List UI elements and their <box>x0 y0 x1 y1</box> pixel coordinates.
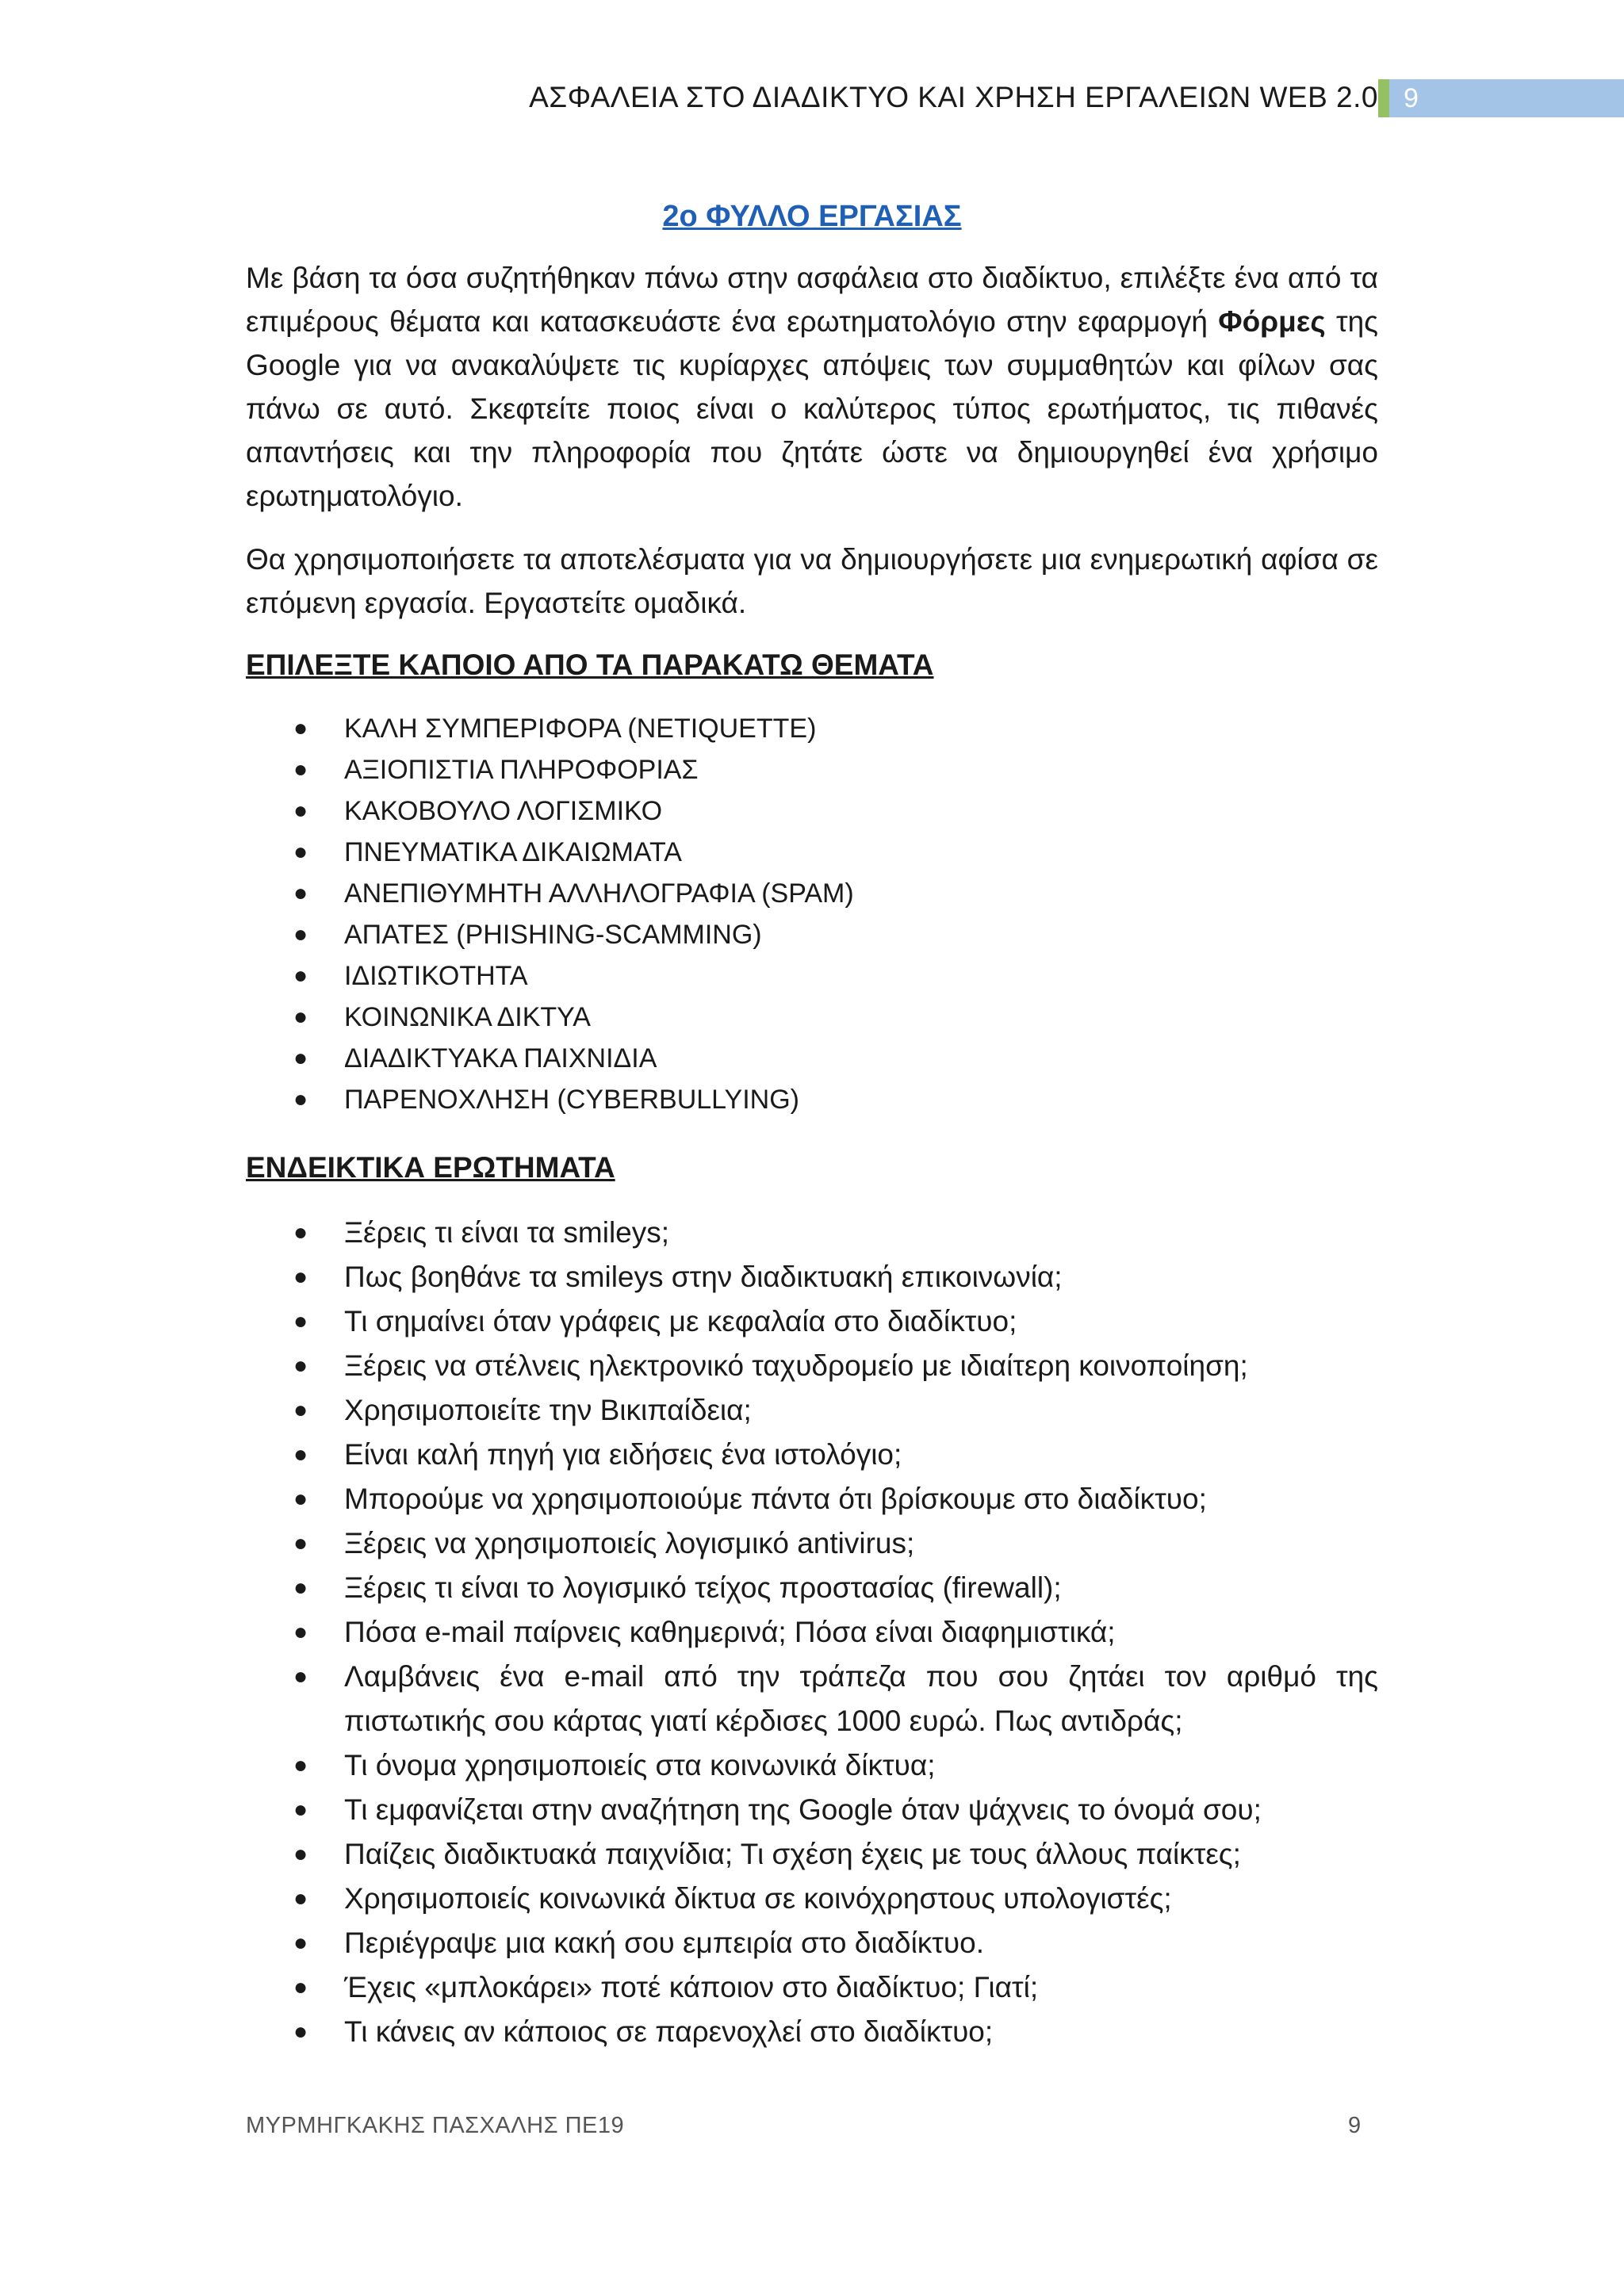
bullet-icon: ● <box>293 1930 308 1956</box>
bullet-icon: ● <box>293 1974 308 2000</box>
topic-item <box>246 955 1378 997</box>
question-item <box>246 1388 1378 1433</box>
questions-list <box>246 1211 1378 2054</box>
question-item-text: Λαμβάνεις ένα e-mail από την τράπεζα που σου ζητάει τον αριθμό της πιστωτικής σου κάρτας γιατί κέρδισες 1000 ευρώ. Πως αντιδράς; <box>344 1660 1378 1737</box>
question-item <box>246 1566 1378 1610</box>
topic-item <box>246 1079 1378 1120</box>
question-item <box>246 1832 1378 1877</box>
topic-item-text: ΚΑΚΟΒΟΥΛΟ ΛΟΓΙΣΜΙΚΟ <box>344 796 663 826</box>
worksheet-title: 2ο ΦΥΛΛΟ ΕΡΓΑΣΙΑΣ <box>662 200 962 233</box>
questions-heading: ΕΝΔΕΙΚΤΙΚΑ ΕΡΩΤΗΜΑΤΑ <box>246 1151 615 1184</box>
topic-item-text: ΚΑΛΗ ΣΥΜΠΕΡΙΦΟΡΑ (NETIQUETTE) <box>344 714 817 744</box>
topics-list <box>246 708 1378 1120</box>
question-item-text: Τι όνομα χρησιμοποιείς στα κοινωνικά δίκτυα; <box>344 1749 936 1781</box>
question-item-text: Περιέγραψε μια κακή σου εμπειρία στο διαδίκτυο. <box>344 1927 985 1959</box>
question-item <box>246 1211 1378 1255</box>
question-item-text: Τι εμφανίζεται στην αναζήτηση της Google όταν ψάχνεις το όνομά σου; <box>344 1793 1262 1826</box>
question-item <box>246 1788 1378 1832</box>
bullet-icon: ● <box>293 1308 308 1334</box>
bullet-icon: ● <box>293 839 308 865</box>
bullet-icon: ● <box>293 1752 308 1778</box>
question-item-text: Χρησιμοποιείς κοινωνικά δίκτυα σε κοινόχρηστους υπολογιστές; <box>344 1882 1172 1915</box>
question-item-text: Χρησιμοποιείτε την Βικιπαίδεια; <box>344 1394 752 1426</box>
bullet-icon: ● <box>293 1219 308 1246</box>
question-item <box>246 1610 1378 1655</box>
topic-item <box>246 1038 1378 1079</box>
header-page-number: 9 <box>1378 79 1624 117</box>
topic-item-text: ΚΟΙΝΩΝΙΚΑ ΔΙΚΤΥΑ <box>344 1002 591 1032</box>
question-item-text: Έχεις «μπλοκάρει» ποτέ κάποιον στο διαδίκτυο; Γιατί; <box>344 1971 1039 2003</box>
question-item <box>246 1344 1378 1388</box>
question-item-text: Είναι καλή πηγή για ειδήσεις ένα ιστολόγιο; <box>344 1438 902 1471</box>
bullet-icon: ● <box>293 1619 308 1645</box>
question-item-text: Ξέρεις να στέλνεις ηλεκτρονικό ταχυδρομείο με ιδιαίτερη κοινοποίηση; <box>344 1349 1248 1382</box>
question-item-text: Πως βοηθάνε τα smileys στην διαδικτυακή επικοινωνία; <box>344 1261 1063 1293</box>
topic-item-text: ΙΔΙΩΤΙΚΟΤΗΤΑ <box>344 961 528 991</box>
header-title: ΑΣΦΑΛΕΙΑ ΣΤΟ ΔΙΑΔΙΚΤΥΟ ΚΑΙ ΧΡΗΣΗ ΕΡΓΑΛΕΙΩΝ WEB 2.0 <box>529 81 1378 113</box>
topic-item-text: ΑΠΑΤΕΣ (PHISHING-SCAMMING) <box>344 920 762 950</box>
question-item-text: Ξέρεις τι είναι τα smileys; <box>344 1216 670 1249</box>
question-item <box>246 1877 1378 1921</box>
topic-item <box>246 832 1378 873</box>
topic-item <box>246 749 1378 790</box>
topic-item <box>246 873 1378 914</box>
intro-text-bold: Φόρμες <box>1218 305 1326 338</box>
bullet-icon: ● <box>293 715 308 741</box>
question-item <box>246 1921 1378 1965</box>
bullet-icon: ● <box>293 1575 308 1601</box>
question-item <box>246 1433 1378 1477</box>
bullet-icon: ● <box>293 1397 308 1423</box>
bullet-icon: ● <box>293 1663 308 1689</box>
bullet-icon: ● <box>293 1353 308 1379</box>
footer-page-number: 9 <box>1348 2113 1362 2138</box>
page-header <box>0 79 1624 119</box>
topic-item-text: ΑΞΙΟΠΙΣΤΙΑ ΠΛΗΡΟΦΟΡΙΑΣ <box>344 755 699 785</box>
question-item-text: Τι κάνεις αν κάποιος σε παρενοχλεί στο διαδίκτυο; <box>344 2015 994 2048</box>
question-item <box>246 1477 1378 1521</box>
topic-item <box>246 997 1378 1038</box>
question-item-text: Πόσα e-mail παίρνεις καθημερινά; Πόσα είναι διαφημιστικά; <box>344 1616 1116 1648</box>
topic-item <box>246 790 1378 832</box>
question-item-text: Ξέρεις τι είναι το λογισμικό τείχος προστασίας (firewall); <box>344 1571 1062 1604</box>
question-item <box>246 1655 1378 1743</box>
bullet-icon: ● <box>293 1530 308 1556</box>
question-item <box>246 1521 1378 1566</box>
bullet-icon: ● <box>293 962 308 989</box>
bullet-icon: ● <box>293 1441 308 1468</box>
topic-item-text: ΔΙΑΔΙΚΤΥΑΚΑ ΠΑΙΧΝΙΔΙΑ <box>344 1043 657 1073</box>
question-item <box>246 1299 1378 1344</box>
bullet-icon: ● <box>293 1841 308 1867</box>
question-item <box>246 1255 1378 1299</box>
bullet-icon: ● <box>293 921 308 947</box>
bullet-icon: ● <box>293 1885 308 1911</box>
instructions-paragraph: Θα χρησιμοποιήσετε τα αποτελέσματα για να δημιουργήσετε μια ενημερωτική αφίσα σε επόμενη εργασία. Εργαστείτε ομαδικά. <box>246 543 1378 619</box>
intro-text-part2: της Google για να ανακαλύψετε τις κυρίαρχες απόψεις των συμμαθητών και φίλων σας πάνω σε αυτό. Σκεφτείτε ποιος είναι ο καλύτερος τύπος ερωτήματος, τις πιθανές απαντήσεις και την πληροφορία που ζητάτε ώστε να δημιουργηθεί ένα χρήσιμο ερωτηματολόγιο. <box>246 305 1378 512</box>
bullet-icon: ● <box>293 1486 308 1512</box>
question-item-text: Παίζεις διαδικτυακά παιχνίδια; Τι σχέση έχεις με τους άλλους παίκτες; <box>344 1838 1241 1870</box>
question-item <box>246 1743 1378 1788</box>
bullet-icon: ● <box>293 756 308 783</box>
bullet-icon: ● <box>293 1797 308 1823</box>
question-item-text: Τι σημαίνει όταν γράφεις με κεφαλαία στο διαδίκτυο; <box>344 1305 1017 1337</box>
topic-item-text: ΠΑΡΕΝΟΧΛΗΣΗ (CYBERBULLYING) <box>344 1085 799 1115</box>
question-item <box>246 2010 1378 2054</box>
footer-author: ΜΥΡΜΗΓΚΑΚΗΣ ΠΑΣΧΑΛΗΣ ΠΕ19 <box>246 2113 625 2138</box>
topic-item <box>246 914 1378 955</box>
question-item-text: Ξέρεις να χρησιμοποιείς λογισμικό antivirus; <box>344 1527 915 1559</box>
bullet-icon: ● <box>293 798 308 824</box>
question-item <box>246 1965 1378 2010</box>
topic-item-text: ΠΝΕΥΜΑΤΙΚΑ ΔΙΚΑΙΩΜΑΤΑ <box>344 837 682 867</box>
intro-paragraph <box>246 256 1378 518</box>
bullet-icon: ● <box>293 1264 308 1290</box>
bullet-icon: ● <box>293 880 308 906</box>
intro-text-part1: Με βάση τα όσα συζητήθηκαν πάνω στην ασφάλεια στο διαδίκτυο, επιλέξτε ένα από τα επιμέρους θέματα και κατασκευάστε ένα ερωτηματολόγιο στην εφαρμογή <box>246 262 1378 338</box>
bullet-icon: ● <box>293 1086 308 1112</box>
bullet-icon: ● <box>293 1004 308 1030</box>
question-item-text: Μπορούμε να χρησιμοποιούμε πάντα ότι βρίσκουμε στο διαδίκτυο; <box>344 1483 1207 1515</box>
bullet-icon: ● <box>293 2019 308 2045</box>
topic-item <box>246 708 1378 749</box>
page-content <box>246 194 1378 2054</box>
bullet-icon: ● <box>293 1045 308 1071</box>
topics-heading: ΕΠΙΛΕΞΤΕ ΚΑΠΟΙΟ ΑΠΟ ΤΑ ΠΑΡΑΚΑΤΩ ΘΕΜΑΤΑ <box>246 649 934 681</box>
topic-item-text: ΑΝΕΠΙΘΥΜΗΤΗ ΑΛΛΗΛΟΓΡΑΦΙΑ (SPAM) <box>344 878 854 909</box>
